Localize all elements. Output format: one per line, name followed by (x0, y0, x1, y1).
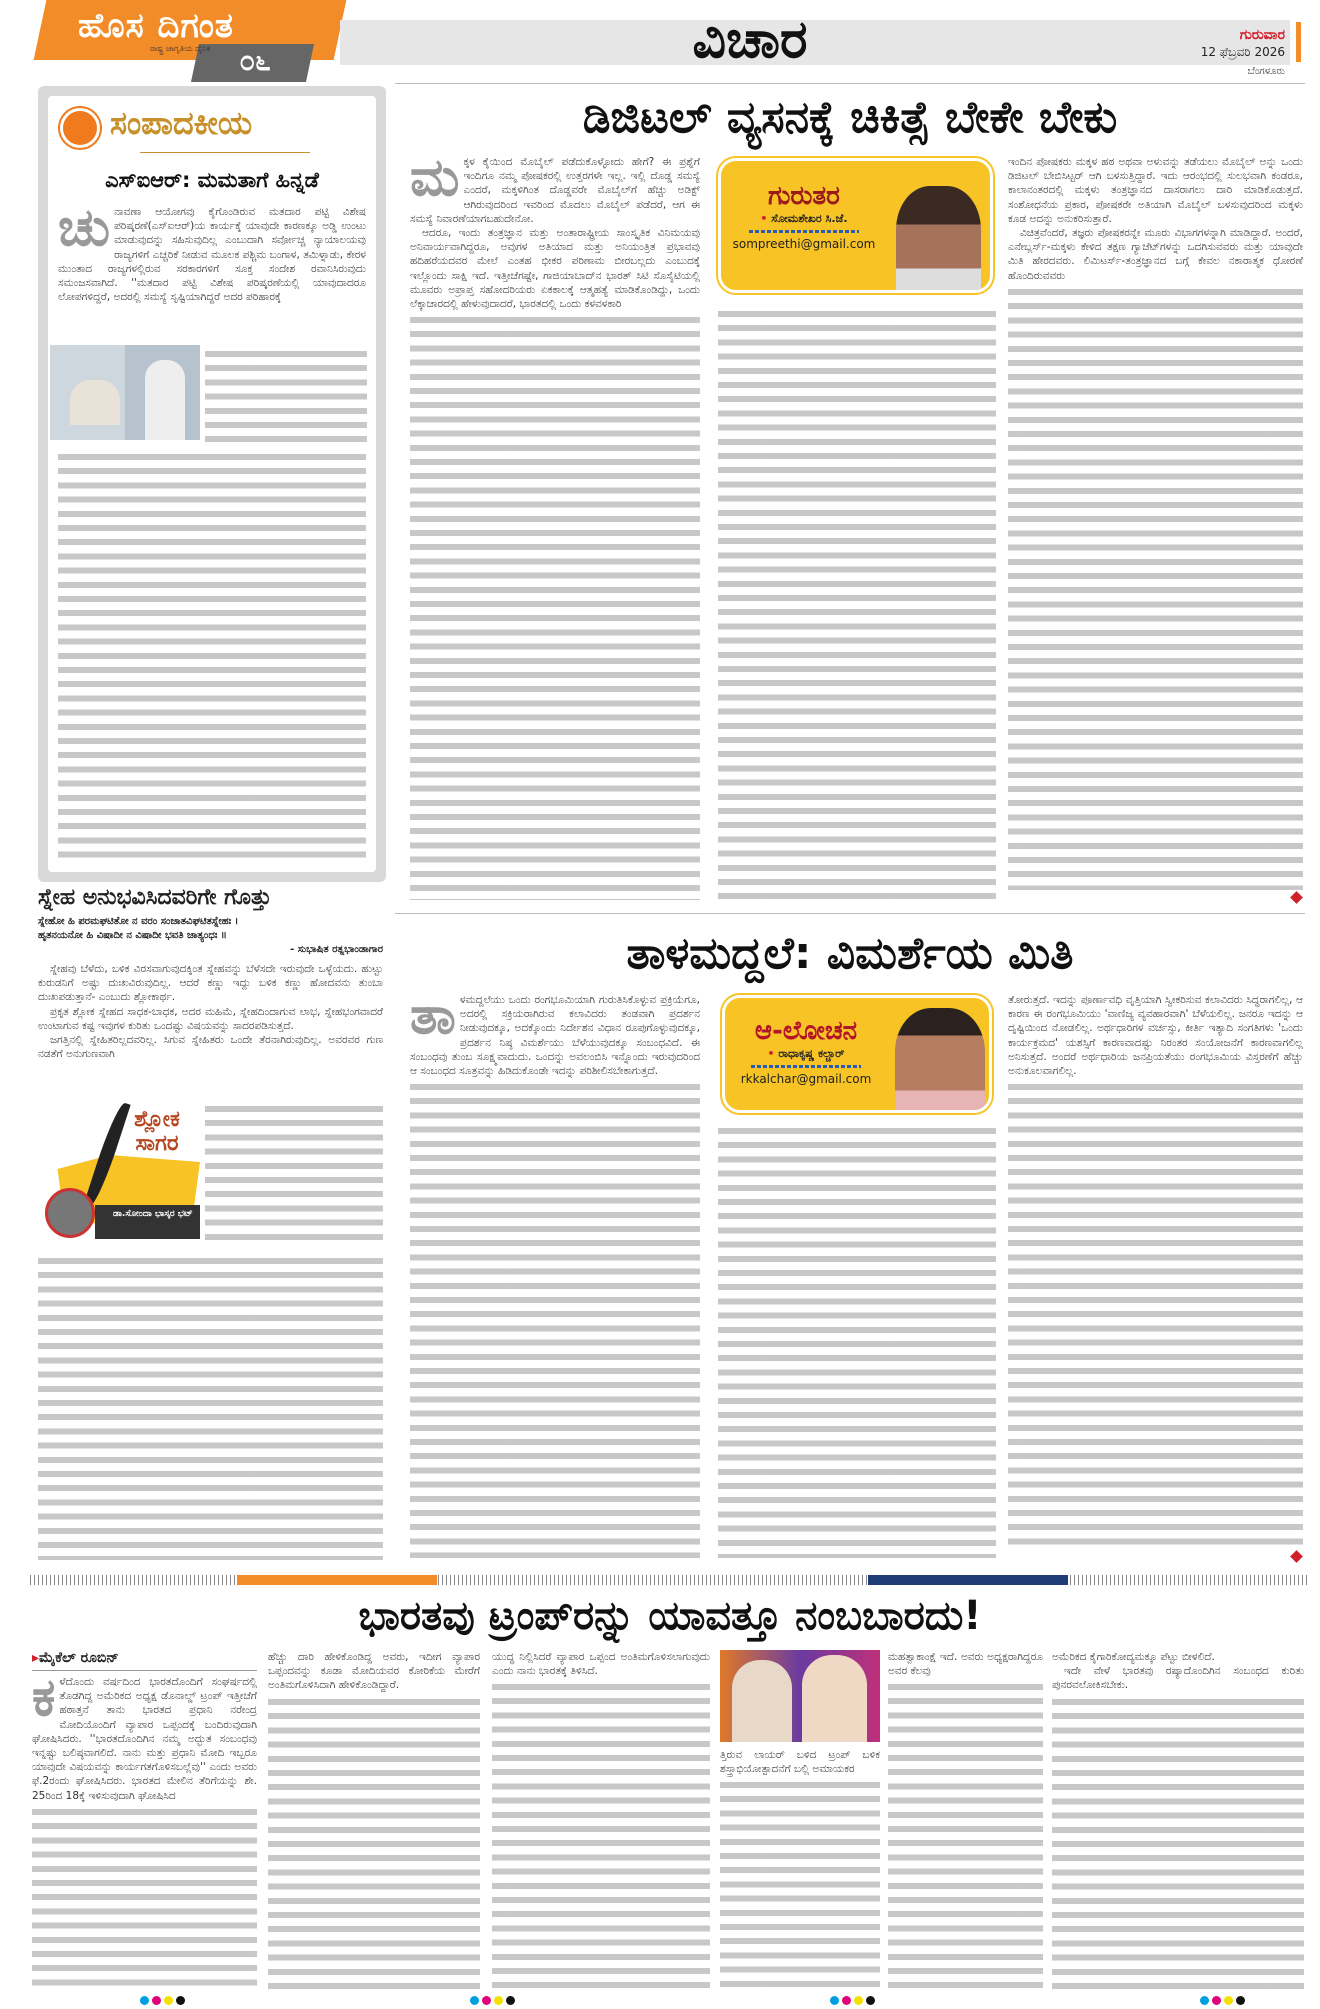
city: ಬೆಂಗಳೂರು (1247, 66, 1285, 77)
drop-cap: ತಾ (410, 993, 456, 1046)
supreme-court-photo (50, 345, 200, 440)
column-logo-text: ಶ್ಲೋಕ ಸಾಗರ (134, 1107, 180, 1156)
shloka-headline: ಸ್ನೇಹ ಅನುಭವಿಸಿದವರಿಗೇ ಗೊತ್ತು (38, 885, 272, 910)
date: 12 ಫೆಬ್ರವರಿ 2026 (1200, 45, 1285, 59)
editorial-body-wrap (205, 345, 367, 445)
article3-column-1 (32, 1675, 257, 1990)
article1-headline: ಡಿಜಿಟಲ್ ವ್ಯಸನಕ್ಕೆ ಚಿಕಿತ್ಸೆ ಬೇಕೇ ಬೇಕು (582, 92, 1118, 143)
column-name: ಗುರುತರ (768, 181, 840, 211)
shloka-body-rest (38, 1252, 383, 1560)
article3-headline: ಭಾರತವು ಟ್ರಂಪ್‌ರನ್ನು ಯಾವತ್ತೂ ನಂಬಬಾರದು! (358, 1593, 982, 1639)
shloka-body-wrap (205, 1100, 383, 1248)
registration-marks (830, 1996, 875, 2005)
column-author: • ರಾಧಾಕೃಷ್ಣ ಕಲ್ಚಾರ್ (731, 1047, 881, 1061)
author-photo (896, 186, 981, 293)
author-photo (45, 1188, 95, 1238)
article3-column-6 (1052, 1650, 1304, 1990)
editorial-headline: ಎಸ್‌ಐಆರ್: ಮಮತಾಗೆ ಹಿನ್ನಡೆ (105, 168, 319, 192)
divider (395, 83, 1305, 84)
shloka-sagara-column-logo (40, 1100, 200, 1245)
editorial-label: ಸಂಪಾದಕೀಯ (110, 104, 253, 142)
paper-tagline: ರಾಷ್ಟ್ರ ಜಾಗೃತಿಯ ದೈನಿಕ (150, 44, 211, 53)
article2-headline: ತಾಳಮದ್ದಲೆ: ವಿಮರ್ಶೆಯ ಮಿತಿ (626, 928, 1074, 979)
shloka-verse (38, 915, 383, 957)
shloka-body-top (38, 962, 383, 1087)
article-end-mark (1290, 1550, 1303, 1563)
paragraph: ನಾವಣಾ ಆಯೋಗವು ಕೈಗೊಂಡಿರುವ ಮತದಾರ ಪಟ್ಟಿ ವಿಶೇಷ ಪರಿಷ್ಕರಣೆ(ಎಸ್‌ಐಆರ್)ಯ ಕಾರ್ಯಕ್ಕೆ ಯಾವುದೇ ಕಾರಣಕ್ಕೂ ಅಡ್ಡಿ ಉಂಟು ಮಾಡುವುದನ್ನು ಸಹಿಸುವುದಿಲ್ಲ ಎಂಬುದಾಗಿ ಸರ್ವೋಚ್ಚ ನ್ಯಾಯಾಲಯವು ರಾಜ್ಯಗಳಿಗೆ ಎಚ್ಚರಿಕೆ ನೀಡುವ ಮೂಲಕ ಪಶ್ಚಿಮ ಬಂಗಾಳ, ತಮಿಳ್ನಾಡು, ಕೇರಳ ಮುಂತಾದ ರಾಜ್ಯಗಳಲ್ಲಿರುವ ಸರಕಾರಗಳಿಗೆ ಸೂಕ್ತ ಸಂದೇಶ ರವಾನಿಸಿರುವುದು ಸಮಂಜಸವಾಗಿದೆ. ''ಮತದಾರ ಪಟ್ಟಿ ವಿಶೇಷ ಪರಿಷ್ಕರಣೆಯಲ್ಲಿ ಯಾವುದಾದರೂ ಲೋಪಗಳಿದ್ದರೆ, ಅದರಲ್ಲಿ ಸಮಸ್ಯೆ ಸೃಷ್ಟಿಯಾಗಿದ್ದರೆ ಅದರ ಪರಿಹಾರಕ್ಕೆ (58, 206, 366, 304)
author-photo (895, 1008, 985, 1113)
dotted-divider (751, 1065, 861, 1068)
article3-column-2 (268, 1650, 480, 1990)
verse-line: ಹೃತನಯನೋ ಹಿ ವಿಷಾದೀ ನ ವಿಷಾದೀ ಭವತಿ ಜಾತ್ಯಂಧಃ ॥ (38, 930, 227, 941)
paper-name-logo: ಹೊಸ ದಿಗಂತ (78, 6, 234, 46)
author-email[interactable]: sompreethi@gmail.com (732, 237, 876, 251)
author-name: ಮೈಕೆಲ್ ರೂಬಿನ್ (39, 1650, 119, 1666)
separator-navy-block (868, 1575, 1068, 1585)
column-name: ಆ-ಲೋಚನ (754, 1016, 858, 1046)
drop-cap: ಮ (410, 155, 460, 208)
registration-marks (1200, 1996, 1245, 2005)
registration-marks (470, 1996, 515, 2005)
article2-column-3 (1008, 993, 1303, 1548)
paragraph: ತ್ತಿರುವ ಲಾಯರ್ ಬಳಿದ ಟ್ರಂಪ್ ಬಳಿಕ ಶಸ್ತ್ರಾಭಿಯೋತ್ಪಾದನೆಗೆ ಬಲ್ಲಿ ಅಮಾಯಕರ (720, 1749, 880, 1776)
column-author: • ಸೋಮಶೇಖರ ಸಿ.ಜೆ. (729, 212, 879, 226)
section-title: ವಿಚಾರ (692, 10, 808, 70)
paragraph: ಜಗತ್ತಿನಲ್ಲಿ ಸ್ನೇಹಿತರಿಲ್ಲದವರಿಲ್ಲ. ಸಿಗುವ ಸ್ನೇಹಿತರು ಒಂದೇ ತೆರನಾಗಿರುವುದಿಲ್ಲ. ಅವರವರ ಗುಣ ನಡತೆಗೆ ಅನುಗುಣವಾಗಿ (38, 1034, 383, 1061)
ornament-divider (140, 152, 310, 153)
editorial-body-top (58, 205, 366, 345)
article1-column-3 (1008, 155, 1303, 890)
dateline (1170, 27, 1285, 80)
drop-cap: ಕ (32, 1675, 56, 1728)
article3-byline: ▸ಮೈಕೆಲ್ ರೂಬಿನ್ (32, 1650, 257, 1671)
separator-orange-block (237, 1575, 437, 1585)
section-separator (30, 1575, 1310, 1585)
paragraph: ತೋರುತ್ತದೆ. ಇದನ್ನು ಪೂರ್ಣಾವಧಿ ವೃತ್ತಿಯಾಗಿ ಸ್ವೀಕರಿಸುವ ಕಲಾವಿದರು ಸಿದ್ಧರಾಗಲಿಲ್ಲ, ಆ ಕಾರಣ ಈ ರಂಗಭೂಮಿಯು 'ವಾಣಿಜ್ಯ ವ್ಯವಹಾರವಾಗಿ' ಬೆಳೆಯಲಿಲ್ಲ. ಜನರೂ ಇದನ್ನು ಆ ದೃಷ್ಟಿಯಿಂದ ನೋಡಲಿಲ್ಲ. ಅರ್ಥಧಾರಿಗಳ ವರ್ಚಸ್ಸು, ಕೀರ್ತಿ ಇತ್ಯಾದಿ ಸಂಗತಿಗಳು 'ಒಂದು ಕಾರ್ಯಕ್ರಮದ' ಯಶಸ್ಸಿಗೆ ಕಾರಣವಾದಷ್ಟು ನಿರಂತರ ಸಂಯೋಜನೆಗೆ ಕಾರಣವಾಗಲಿಲ್ಲ ಅನಿಸುತ್ತದೆ. ಅಂದರೆ ಅರ್ಥಧಾರಿಯ ಜನಪ್ರಿಯತೆಯು ರಂಗಭೂಮಿಯ ವಿಸ್ತರಣೆಗೆ ಹೆಚ್ಚು ಅನುಕೂಲವಾಗಲಿಲ್ಲ. (1008, 994, 1303, 1078)
editorial-emblem-icon (60, 108, 100, 148)
article2-column-1 (410, 993, 700, 1558)
person-image (802, 1655, 867, 1742)
paragraph: ಇಂದಿನ ಪೋಷಕರು ಮಕ್ಕಳ ಹಠ ಅಥವಾ ಅಳುವನ್ನು ತಡೆಯಲು ಮೊಬೈಲ್ ಅನ್ನು ಒಂದು ಡಿಜಿಟಲ್ ಬೇಬಿಸಿಟ್ಟರ್ ಆಗಿ ಬಳಸುತ್ತಿದ್ದಾರೆ. ಇದು ಆರಂಭದಲ್ಲಿ ಸುಲಭವಾಗಿ ಕಂಡರೂ, ಕಾಲಾನಂತರದಲ್ಲಿ ಮಕ್ಕಳು ತಂತ್ರಜ್ಞಾನದ ದಾಸರಾಗಲು ದಾರಿ ಮಾಡಿಕೊಡುತ್ತದೆ. ಸಂಶೋಧನೆಯ ಪ್ರಕಾರ, ಪೋಷಕರೇ ಅತಿಯಾಗಿ ಮೊಬೈಲ್ ಬಳಸುವುದರಿಂದ ಮಕ್ಕಳು ಕೂಡ ಅದನ್ನು ಅನುಕರಿಸುತ್ತಾರೆ. (1008, 156, 1303, 225)
article2-column-2 (718, 1122, 996, 1558)
editorial-body-rest (58, 448, 366, 863)
author-email[interactable]: rkkalchar@gmail.com (740, 1072, 872, 1086)
person-image (732, 1660, 792, 1742)
divider (395, 913, 1305, 914)
paragraph: ಸ್ನೇಹವು ಬೆಳೆದು, ಬಳಿಕ ವಿರಸವಾಗುವುದಕ್ಕಿಂತ ಸ್ನೇಹವನ್ನು ಬೆಳೆಸದೇ ಇರುವುದೇ ಒಳ್ಳೆಯದು. ಹುಟ್ಟು ಕುರುಡನಿಗೆ ಅಷ್ಟು ದುಃಖವಿರುವುದಿಲ್ಲ. ಆದರೆ ಕಣ್ಣು ಇದ್ದು ಬಳಿಕ ಕಣ್ಣು ಹೋದವನು ತುಂಬಾ ದುಃಖಪಡುತ್ತಾನೆ- ಎಂಬುದು ಶ್ಲೋಕಾರ್ಥ. (38, 963, 383, 1004)
drop-cap: ಚು (58, 205, 111, 258)
paragraph: ಳೆದೊಂದು ವರ್ಷದಿಂದ ಭಾರತದೊಂದಿಗೆ ಸಂಘರ್ಷದಲ್ಲಿ ತೊಡಗಿದ್ದ ಅಮೆರಿಕದ ಅಧ್ಯಕ್ಷ ಡೊನಾಲ್ಡ್ ಟ್ರಂಪ್ ಇತ್ತೀಚೆಗೆ ಹಠಾತ್ತನೆ ತಾನು ಭಾರತದ ಪ್ರಧಾನಿ ನರೇಂದ್ರ ಮೋದಿಯೊಂದಿಗೆ ವ್ಯಾಪಾರ ಒಪ್ಪಂದಕ್ಕೆ ಬಂದಿರುವುದಾಗಿ ಘೋಷಿಸಿದರು. ''ಭಾರತದೊಂದಿಗಿನ ನಮ್ಮ ಅದ್ಭುತ ಸಂಬಂಧವು ಇನ್ನಷ್ಟು ಬಲಿಷ್ಠವಾಗಲಿದೆ. ನಾನು ಮತ್ತು ಪ್ರಧಾನಿ ಮೋದಿ ಇಬ್ಬರೂ ಯಾವುದೇ ವಿಷಯವನ್ನು ಕಾರ್ಯಗತಗೊಳಿಸಬಲ್ಲೆವು'' ಎಂದು ಅವರು ಫೆ.2ರಂದು ಘೋಷಿಸಿದರು. ಭಾರತದ ಮೇಲಿನ ತೆರಿಗೆಯನ್ನು ಶೇ. 25ರಿಂದ 18ಕ್ಕೆ ಇಳಿಸುವುದಾಗಿ ಘೋಷಿಸಿದ (32, 1676, 257, 1802)
paragraph: ಅಮೆರಿಕದ ಕೈಗಾರಿಕೋದ್ಯಮಕ್ಕೂ ಪೆಟ್ಟು ಬೀಳಲಿದೆ. (1052, 1651, 1215, 1663)
modi-trump-photo (720, 1650, 880, 1742)
dotted-divider (749, 230, 859, 233)
court-building-image (70, 380, 120, 425)
page-number: ೦೬ (239, 44, 271, 77)
paragraph: ಯುದ್ಧ ನಿಲ್ಲಿಸಿದರೆ ವ್ಯಾಪಾರ ಒಪ್ಪಂದ ಅಂತಿಮಗೊಳಿಸಲಾಗುವುದು ಎಂದು ನಾನು ಭಾರತಕ್ಕೆ ತಿಳಿಸಿದೆ. (492, 1651, 710, 1678)
accent-bar (1296, 22, 1301, 62)
paragraph: ವಿಚಿತ್ರವೆಂದರೆ, ತಜ್ಞರು ಪೋಷಕರನ್ನೇ ಮೂರು ವಿಭಾಗಗಳನ್ನಾಗಿ ಮಾಡಿದ್ದಾರೆ. ಅಂದರೆ, ಎನೇಬ್ಲರ್ಸ್-ಮಕ್ಕಳು ಕೇಳಿದ ತಕ್ಷಣ ಗ್ಯಾಜೆಟ್‌ಗಳನ್ನು ಒದಗಿಸುವವರು ಮತ್ತು ಯಾವುದೇ ಮಿತಿ ಹೇರದವರು. ಲಿಮಿಟರ್ಸ್-ತಂತ್ರಜ್ಞಾನದ ಬಗ್ಗೆ ಕೇವಲ ನಕಾರಾತ್ಮಕ ಧೋರಣೆ ಹೊಂದಿರುವವರು (1008, 227, 1303, 282)
paragraph: ಇದೇ ವೇಳೆ ಭಾರತವು ರಷ್ಯಾದೊಂದಿಗಿನ ಸಂಬಂಧದ ಕುರಿತು ಪುನರವಲೋಕಿಸಬೇಕು. (1052, 1665, 1304, 1692)
paragraph: ಮಹತ್ವಾಕಾಂಕ್ಷೆ ಇದೆ. ಅವರು ಅಧ್ಯಕ್ಷರಾಗಿದ್ದರೂ ಅವರ ಕೆಲವು (888, 1651, 1043, 1678)
weekday: ಗುರುವಾರ (1239, 27, 1285, 43)
article3-column-3 (492, 1650, 710, 1990)
article3-column-4 (720, 1748, 880, 1990)
verse-line: ಸ್ನೇಹೋ ಹಿ ಪರಮಘಟಿತೋ ನ ವರಂ ಸಂಜಾತವಿಘಟಿತಸ್ನೇಹಃ । (38, 916, 239, 927)
article1-column-2 (718, 305, 996, 900)
paragraph: ಳಮದ್ದಲೆಯು ಒಂದು ರಂಗಭೂಮಿಯಾಗಿ ಗುರುತಿಸಿಕೊಳ್ಳುವ ಪ್ರಕ್ರಿಯೆಗೂ, ಅದರಲ್ಲಿ ಸಕ್ರಿಯರಾಗಿರುವ ಕಲಾವಿದರು ತಂಡವಾಗಿ ಪ್ರದರ್ಶನ ನೀಡುವುದಕ್ಕೂ, ಅದಕ್ಕೊಂದು ನಿರ್ದೇಶನ ವಿಧಾನ ರೂಪುಗೊಳ್ಳುವುದಕ್ಕೂ, ಪ್ರದರ್ಶನ ನಿಷ್ಠ ವಿಮರ್ಶೆಯು ಬೆಳೆಯುವುದಕ್ಕೂ ಸಂಬಂಧವಿದೆ. ಈ ಸಂಬಂಧವು ತುಂಬ ಸೂಕ್ಷ್ಮವಾದುದು. ಒಂದನ್ನು ಅವಲಂಬಿಸಿ ಇನ್ನೊಂದು ಇರುವುದರಿಂದ ಆ ಸಂಬಂಧದ ಸೂತ್ರವನ್ನು ಹಿಡಿದುಕೊಂಡೇ ಇದನ್ನು ಪರಿಶೀಲಿಸಬೇಕಾಗುತ್ತದೆ. (410, 994, 700, 1078)
aalochana-column-box (722, 995, 992, 1113)
registration-marks (140, 1996, 185, 2005)
person-image (145, 360, 185, 440)
column-author: ಡಾ.ಸೋಂದಾ ಭಾಸ್ಕರ ಭಟ್ (95, 1205, 200, 1239)
paragraph: ಹೆಚ್ಚು ದಾರಿ ಹೇಳಿಕೊಂಡಿದ್ದ ಅವರು, ಇದೀಗ ವ್ಯಾಪಾರ ಒಪ್ಪಂದವನ್ನು ಕೂಡಾ ಮೋದಿಯವರ ಕೋರಿಕೆಯ ಮೇರೆಗೆ ಅಂತಿಮಗೊಳಿಸಿದಾಗಿ ಹೇಳಿಕೊಂಡಿದ್ದಾರೆ. (268, 1651, 480, 1692)
verse-source: - ಸುಭಾಷಿತ ರತ್ನಭಾಂಡಾಗಾರ (290, 944, 383, 955)
paragraph: ಆದರೂ, ಇಂದು ತಂತ್ರಜ್ಞಾನ ಮತ್ತು ಅಂತಾರಾಷ್ಟ್ರೀಯ ಸಾಂಸ್ಕೃತಿಕ ವಿನಿಮಯವು ಅನಿವಾರ್ಯವಾಗಿದ್ದರೂ, ಅವುಗಳ ಅತಿಯಾದ ಮತ್ತು ಅನಿಯಂತ್ರಿತ ಪ್ರಭಾವವು ಹದಿಹರೆಯದವರ ಮೇಲೆ ಎಂತಹ ಭೀಕರ ಪರಿಣಾಮ ಬೀರಬಲ್ಲದು ಎಂಬುದಕ್ಕೆ ಇಲ್ಲೊಂದು ಸಾಕ್ಷಿ ಇದೆ. ಇತ್ತೀಚೆಗಷ್ಟೇ, ಗಾಜಿಯಾಬಾದ್‌ನ ಭಾರತ್ ಸಿಟಿ ಸೊಸೈಟಿಯಲ್ಲಿ ಮೂವರು ಅಪ್ರಾಪ್ತ ಸಹೋದರಿಯರು ಏಕಕಾಲಕ್ಕೆ ಆತ್ಮಹತ್ಯೆ ಮಾಡಿಕೊಂಡಿದ್ದು, ಒಂದು ಲೆಕ್ಕಾಚಾರದಲ್ಲಿ ಹೇಳುವುದಾದರೆ, ಭಾರತದಲ್ಲಿ ಒಂದು ಕಳವಳಕಾರಿ (410, 227, 700, 311)
paragraph: ಕ್ಕಳ ಕೈಯಿಂದ ಮೊಬೈಲ್ ಪಡೆದುಕೊಳ್ಳೋದು ಹೇಗೆ? ಈ ಪ್ರಶ್ನೆಗೆ ಇಂದಿಗೂ ನಮ್ಮ ಪೋಷಕರಲ್ಲಿ ಉತ್ತರಗಳೇ ಇಲ್ಲ. ಇಲ್ಲಿ ದೊಡ್ಡ ಸಮಸ್ಯೆ ಎಂದರೆ, ಮಕ್ಕಳಿಗಿಂತ ದೊಡ್ಡವರೇ ಮೊಬೈಲ್‌ಗೆ ಹೆಚ್ಚು ಅಡಿಕ್ಟ್ ಆಗಿರುವುದರಿಂದ ಇವರಿಂದ ಮೊದಲು ಮೊಬೈಲ್ ಪಡೆದರೆ, ಆಗ ಈ ಸಮಸ್ಯೆ ನಿವಾರಣೆಯಾಗಬಹುದೇನೋ. (410, 156, 700, 225)
paragraph: ಪ್ರಕೃತ ಶ್ಲೋಕ ಸ್ನೇಹದ ಸಾಧಕ-ಬಾಧಕ, ಅದರ ಮಹಿಮೆ, ಸ್ನೇಹದಿಂದಾಗುವ ಲಾಭ, ಸ್ನೇಹಭಂಗವಾದರೆ ಉಂಟಾಗುವ ಕಷ್ಟ ಇವುಗಳ ಕುರಿತು ಒಂದಷ್ಟು ವಿಷಯವನ್ನು ಸಾದರಪಡಿಸುತ್ತದೆ. (38, 1005, 383, 1032)
article-end-mark (1290, 891, 1303, 904)
article1-column-1 (410, 155, 700, 900)
gurutara-column-box (718, 158, 993, 293)
article3-column-5 (888, 1650, 1043, 1990)
